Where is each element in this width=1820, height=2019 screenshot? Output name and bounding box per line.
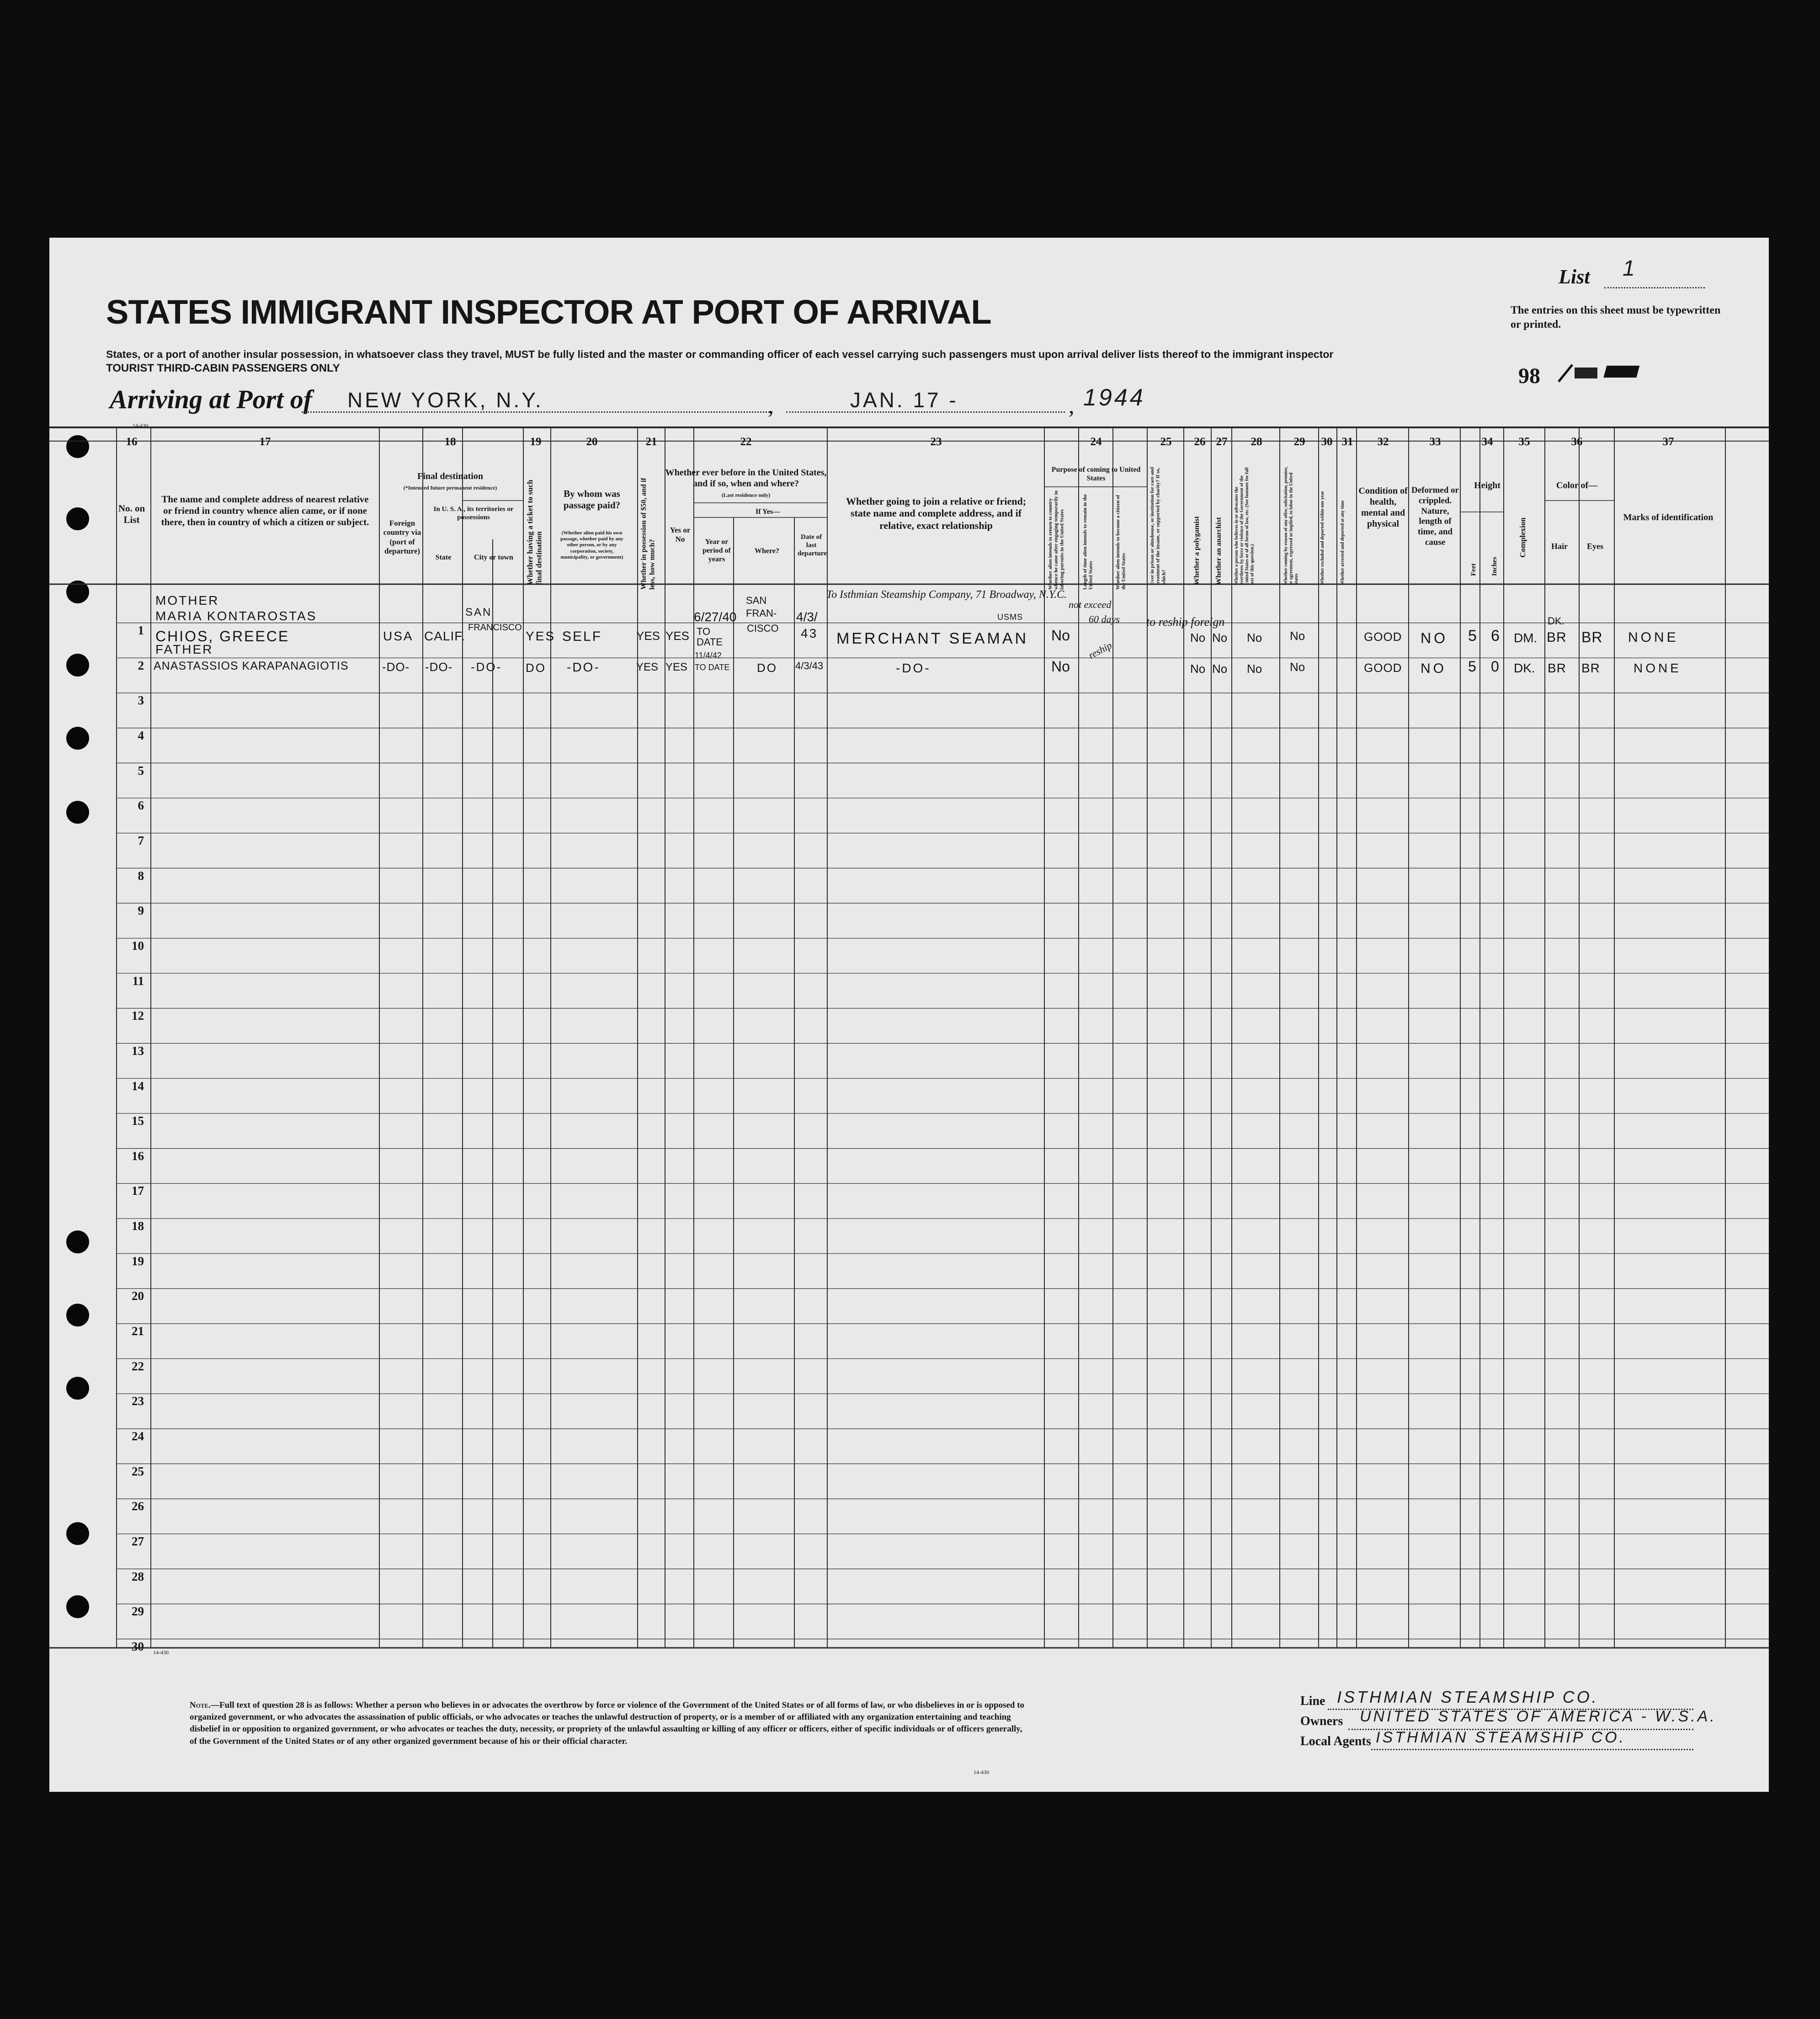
form-title: STATES IMMIGRANT INSPECTOR AT PORT OF ARRIVAL (106, 293, 991, 331)
row-number: 4 (138, 728, 144, 742)
header-hair: Hair (1551, 542, 1568, 551)
entry-relation: FATHER (155, 642, 213, 656)
header-deformed: Deformed or crippled. Nature, length of time, and cause (1411, 485, 1459, 547)
owners-label: Owners (1300, 1714, 1343, 1728)
col-num-17: 17 (259, 436, 271, 448)
stamp-number: 98 (1518, 364, 1540, 388)
entry-hair: BR (1547, 630, 1567, 645)
row-number: 22 (132, 1359, 144, 1373)
col-num-28: 28 (1251, 436, 1262, 448)
header-eyes: Eyes (1587, 542, 1603, 551)
footnote (190, 1699, 1026, 1747)
entry-citizen-intent: to reship foreign (1146, 615, 1225, 629)
entry-length-stay: reship (1086, 639, 1114, 661)
arriving-label: Arriving at Port of (110, 384, 313, 414)
col-num-26: 26 (1194, 436, 1206, 448)
header-where: Where? (755, 547, 779, 555)
header-prison: Ever in prison or almshouse, or institution for care and treatment of the insane, or supported by charity? If so, which? (1149, 467, 1167, 585)
row-number: 5 (138, 763, 144, 778)
row-number: 29 (132, 1604, 144, 1619)
row-number: 7 (138, 833, 144, 847)
agents-label: Local Agents (1300, 1734, 1371, 1748)
header-marks: Marks of identification (1623, 512, 1714, 522)
header-purpose: Purpose of coming to United States (1051, 466, 1141, 483)
entry-city-top: SAN (465, 606, 492, 618)
header-length-stay: Length of time alien intends to remain in the United States (1082, 494, 1094, 590)
header-color: Color of— (1556, 480, 1598, 490)
entry-join: -DO- (896, 661, 931, 675)
col-num-32: 32 (1377, 436, 1389, 448)
entry-polygamist: No (1190, 631, 1206, 645)
col-num-24: 24 (1090, 436, 1102, 448)
col-num-18: 18 (444, 436, 456, 448)
entry-anarchist: No (1212, 662, 1228, 676)
entry-passage-paid: -DO- (567, 660, 600, 674)
col-num-31: 31 (1341, 436, 1353, 448)
comma-2: , (1069, 393, 1075, 418)
entry-hair: BR (1548, 661, 1566, 675)
list-number: 1 (1623, 256, 1637, 281)
entry-health: GOOD (1364, 661, 1402, 675)
col-num-34: 34 (1481, 436, 1493, 448)
form-code-top: 14-430 (133, 422, 148, 429)
row-number: 9 (138, 904, 144, 918)
entry-state: -DO- (425, 660, 453, 674)
header-if-yes: If Yes— (755, 508, 781, 516)
entry-marks: NONE (1634, 661, 1682, 675)
entry-hair-top: DK. (1548, 615, 1565, 627)
row-number: 21 (132, 1324, 144, 1338)
header-feet: Feet (1470, 563, 1477, 576)
header-passage: By whom was passage paid? (563, 488, 621, 511)
form-subtitle: States, or a port of another insular possession, in whatsoever class they travel, MUST be fully listed and the master or commanding officer of each vessel carrying such passengers must upon arrival deliver lists thereof to the immigrant inspector (106, 348, 1334, 360)
entry-period: TO DATE (697, 626, 723, 648)
entry-overthrow: No (1247, 631, 1262, 645)
entry-return-intent: No (1051, 658, 1070, 675)
entry-ever-before: YES (665, 629, 690, 643)
owners-value: UNITED STATES OF AMERICA - W.S.A. (1360, 1708, 1717, 1725)
entry-relative-name: ANASTASSIOS KARAPANAGIOTIS (154, 660, 349, 672)
col-num-19: 19 (530, 436, 542, 448)
row-number: 1 (138, 623, 144, 637)
row-number: 10 (132, 938, 144, 953)
header-yes-no: Yes or No (670, 526, 691, 544)
entry-polygamist: No (1190, 662, 1206, 676)
entry-labor-offer: No (1290, 629, 1305, 643)
agents-value: ISTHMIAN STEAMSHIP CO. (1376, 1729, 1626, 1746)
entry-last-departure: 4/3/43 (795, 660, 824, 671)
row-number: 13 (132, 1044, 144, 1058)
entry-where-top: SAN FRAN- (746, 595, 777, 619)
line-value: ISTHMIAN STEAMSHIP CO. (1337, 1688, 1599, 1706)
header-inches: Inches (1491, 557, 1498, 576)
row-number: 14 (132, 1079, 144, 1093)
col-num-23: 23 (930, 436, 942, 448)
col-num-21: 21 (645, 436, 657, 448)
entry-relative-address: CHIOS, GREECE (155, 628, 290, 645)
date-value: JAN. 17 - (850, 388, 958, 412)
row-number: 17 (132, 1184, 144, 1198)
entry-join-note: USMS (997, 613, 1023, 622)
year-value: 1944 (1083, 384, 1145, 411)
entry-deformed: NO (1421, 630, 1448, 646)
header-anarchist: Whether an anarchist (1215, 517, 1223, 585)
entry-where: DO (757, 661, 777, 675)
row-number: 28 (132, 1569, 144, 1583)
row-number: 2 (138, 658, 144, 672)
row-number: 3 (138, 693, 144, 708)
col-num-30: 30 (1321, 436, 1333, 448)
entry-city: FRANCISCO (468, 623, 522, 633)
header-final-destination: Final destination (417, 471, 483, 481)
header-excluded: Whether excluded and deported within one year (1320, 491, 1325, 585)
entry-overthrow: No (1247, 662, 1262, 676)
entry-period-top: 6/27/40 (694, 610, 737, 624)
row-number: 23 (132, 1394, 144, 1408)
col-num-35: 35 (1518, 436, 1530, 448)
entry-ticket: DO (526, 661, 546, 675)
entry-ever-before: YES (665, 661, 688, 673)
form-code-bottom: 14-430 (153, 1649, 169, 1656)
entry-complexion: DM. (1514, 631, 1538, 645)
col-num-36: 36 (1571, 436, 1583, 448)
header-complexion: Complexion (1518, 517, 1527, 558)
row-number: 27 (132, 1534, 144, 1549)
entry-relative-name: MARIA KONTAROSTAS (155, 609, 317, 623)
header-citizen-intent: Whether alien intends to become a citizen of the United States (1115, 495, 1127, 590)
row-number: 11 (132, 974, 144, 988)
col-num-37: 37 (1662, 436, 1674, 448)
comma-1: , (768, 393, 774, 418)
header-period: Year or period of years (702, 538, 731, 564)
entry-marks: NONE (1628, 630, 1679, 645)
row-number: 19 (132, 1254, 144, 1268)
col-num-27: 27 (1216, 436, 1228, 448)
entry-health: GOOD (1364, 630, 1402, 644)
header-ever-before-sub: (Last residence only) (721, 492, 771, 498)
col-num-22: 22 (740, 436, 752, 448)
row-number: 25 (132, 1464, 144, 1478)
entry-city: -DO- (471, 660, 502, 674)
form-subtitle-class: TOURIST THIRD-CABIN PASSENGERS ONLY (106, 362, 340, 374)
entry-anarchist: No (1212, 631, 1228, 645)
entry-join: MERCHANT SEAMAN (836, 630, 1029, 647)
row-number: 12 (132, 1009, 144, 1023)
row-number: 8 (138, 868, 144, 883)
entry-labor-offer: No (1290, 660, 1305, 674)
entry-length-stay: 60 days (1089, 613, 1120, 625)
agents-rule (1371, 1749, 1693, 1750)
entry-deformed: NO (1421, 661, 1447, 676)
col-num-29: 29 (1293, 436, 1305, 448)
entry-eyes: BR (1581, 629, 1603, 645)
typewritten-note: The entries on this sheet must be typewritten or printed. (1511, 304, 1721, 331)
header-in-usa: In U. S. A., its territories or possessions (433, 506, 514, 521)
footnote-text: —Full text of question 28 is as follows: Whether a person who believes in or advocates the overthrow by force or violence of the Government of the United States or of all forms of law, or who disbelieves in or is opposed to organized government, or who advocates the assassination of public officials, or who advocates or teaches the unlawful destruction of property, or is a member of or affiliated with any organization entertaining and teaching disbelief in or opposition to organized government, or who advocates or teaches the duty, necessity, or propriety of the unlawful assaulting or killing of any officer or officers, either of specific individuals or of officers generally, of the Government of the United States or of any other organized government because of his or their official character. (190, 1700, 1025, 1746)
header-state: State (435, 554, 452, 561)
col-num-20: 20 (586, 436, 598, 448)
row-number: 18 (132, 1219, 144, 1233)
col-num-33: 33 (1429, 436, 1441, 448)
entry-eyes: BR (1581, 661, 1600, 675)
entry-foreign-country: -DO- (382, 660, 410, 674)
row-number: 15 (132, 1114, 144, 1128)
header-labor-offer: Whether coming by reason of any offer, solicitation, promise, or agreement, expressed or implied, to labor in the United States (1283, 466, 1299, 585)
entry-period-top: 11/4/42 (695, 651, 722, 660)
entry-join-top: To Isthmian Steamship Company, 71 Broadway, N.Y.C. (826, 589, 1067, 601)
entry-passage-paid: SELF (562, 629, 602, 644)
port-value: NEW YORK, N.Y. (347, 388, 543, 412)
list-label: List (1559, 266, 1590, 288)
entry-ticket: YES (526, 629, 556, 643)
entry-period: TO DATE (695, 663, 730, 672)
header-city: City or town (474, 554, 513, 561)
header-health: Condition of health, mental and physical (1358, 486, 1408, 529)
col-num-25: 25 (1160, 436, 1172, 448)
row-number: 30 (132, 1640, 144, 1653)
header-foreign-country: Foreign country via (port of departure) (383, 519, 421, 556)
row-number: 20 (132, 1289, 144, 1303)
row-number: 16 (132, 1149, 144, 1163)
header-relative: The name and complete address of nearest relative or friend in country whence alien came, or if none there, then in country of which a citizen or subject. (161, 494, 369, 528)
header-ever-before: Whether ever before in the United States, and if so, when and where? (665, 468, 827, 489)
entry-money: YES (636, 661, 659, 673)
header-money: Whether in possession of $50, and if less, how much? (640, 478, 656, 590)
header-no-on-list: No. on List (118, 503, 145, 526)
header-join-relative: Whether going to join a relative or friend; state name and complete address, and if relative, exact relationship (846, 495, 1027, 531)
form-code-footnote: 14-430 (974, 1769, 989, 1775)
entry-length-stay-top: not exceed (1069, 599, 1112, 610)
header-return-intent: Whether alien intends to return to country whence he came after engaging temporarily in laboring pursuits in the United States (1048, 490, 1065, 590)
entry-last-departure-top: 4/3/ (796, 610, 818, 624)
entry-relation: MOTHER (155, 593, 219, 607)
entry-return-intent: No (1051, 627, 1070, 644)
entry-foreign-country: USA (383, 629, 414, 643)
header-overthrow: Whether a person who believes in or advocates the overthrow by force or violence of the Government of the United States or of all forms of law, etc. (See footnote for full text of this question.) (1234, 467, 1255, 585)
entry-complexion: DK. (1514, 661, 1535, 675)
header-arrested: Whether arrested and deported at any time (1340, 500, 1345, 585)
row-number: 6 (138, 799, 144, 813)
row-number: 26 (132, 1499, 144, 1513)
entry-feet: 5 (1468, 658, 1478, 675)
entry-inches: 6 (1491, 627, 1501, 645)
entry-where: CISCO (747, 623, 779, 634)
header-last-departure: Date of last departure (798, 533, 827, 557)
entry-feet: 5 (1468, 627, 1478, 645)
header-ticket: Whether having a ticket to such final destination (526, 479, 543, 585)
footnote-label: Note. (190, 1700, 211, 1710)
header-passage-sub: (Whether alien paid his own passage, whether paid by any other person, or by any corporation, society, municipality, or government) (560, 530, 623, 560)
entry-money: YES (636, 629, 660, 643)
header-height: Height (1474, 480, 1501, 490)
row-number: 24 (132, 1429, 144, 1444)
entry-state: CALIF. (424, 629, 466, 643)
entry-last-departure: 43 (801, 626, 818, 640)
line-label: Line (1300, 1694, 1325, 1708)
header-polygamist: Whether a polygamist (1193, 516, 1201, 585)
entry-inches: 0 (1491, 658, 1501, 675)
col-num-16: 16 (126, 436, 138, 448)
header-final-destination-sub: (*Intended future permanent residence) (403, 485, 497, 491)
